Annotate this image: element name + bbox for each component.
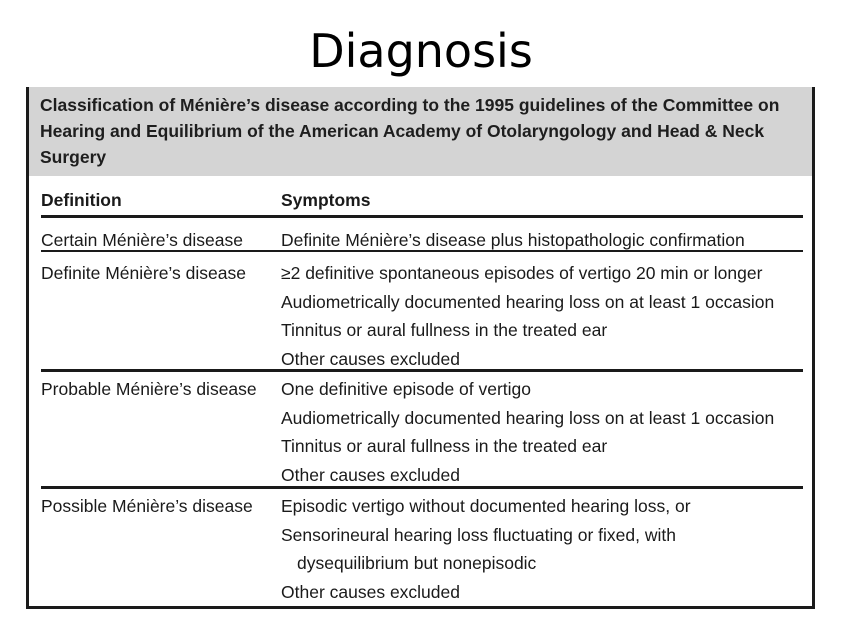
symptom-line: Audiometrically documented hearing loss on at least 1 occasion	[281, 407, 775, 428]
symptom-line: One definitive episode of vertigo	[281, 379, 532, 399]
symptoms-cell	[281, 375, 774, 489]
header-rule	[41, 215, 803, 218]
row-divider	[41, 486, 803, 489]
symptom-line: ≥2 definitive spontaneous episodes of vertigo 20 min or longer	[281, 263, 763, 283]
definition-cell: Possible Ménière’s disease	[41, 496, 253, 516]
symptoms-cell	[281, 259, 774, 373]
symptom-line: Tinnitus or aural fullness in the treated ear	[281, 320, 608, 340]
header-symptoms: Symptoms	[281, 190, 371, 210]
classification-table	[26, 87, 815, 609]
header-definition: Definition	[41, 190, 122, 210]
symptom-line: dysequilibrium but nonepisodic	[297, 553, 537, 573]
symptom-line: Tinnitus or aural fullness in the treated ear	[281, 436, 608, 456]
definition-cell: Certain Ménière’s disease	[41, 230, 244, 250]
symptom-line: Definite Ménière’s disease plus histopathologic confirmation	[281, 230, 745, 250]
table-caption: Classification of Ménière’s disease according to the 1995 guidelines of the Committee on Hearing and Equilibrium of the American Academy of Otolaryngology and Head & Neck Surgery	[29, 87, 812, 176]
symptoms-cell	[281, 492, 691, 606]
definition-cell: Definite Ménière’s disease	[41, 263, 246, 283]
symptom-line: Other causes excluded	[281, 464, 460, 485]
symptom-line: Other causes excluded	[281, 348, 460, 369]
symptom-line: Other causes excluded	[281, 581, 460, 602]
row-divider	[41, 369, 803, 372]
symptom-line: Audiometrically documented hearing loss on at least 1 occasion	[281, 291, 775, 312]
definition-cell: Probable Ménière’s disease	[41, 379, 257, 399]
symptom-line: Episodic vertigo without documented hearing loss, or	[281, 496, 691, 516]
slide-title: Diagnosis	[309, 24, 533, 78]
row-divider	[41, 250, 803, 252]
symptom-line: Sensorineural hearing loss fluctuating or fixed, with	[281, 524, 676, 545]
